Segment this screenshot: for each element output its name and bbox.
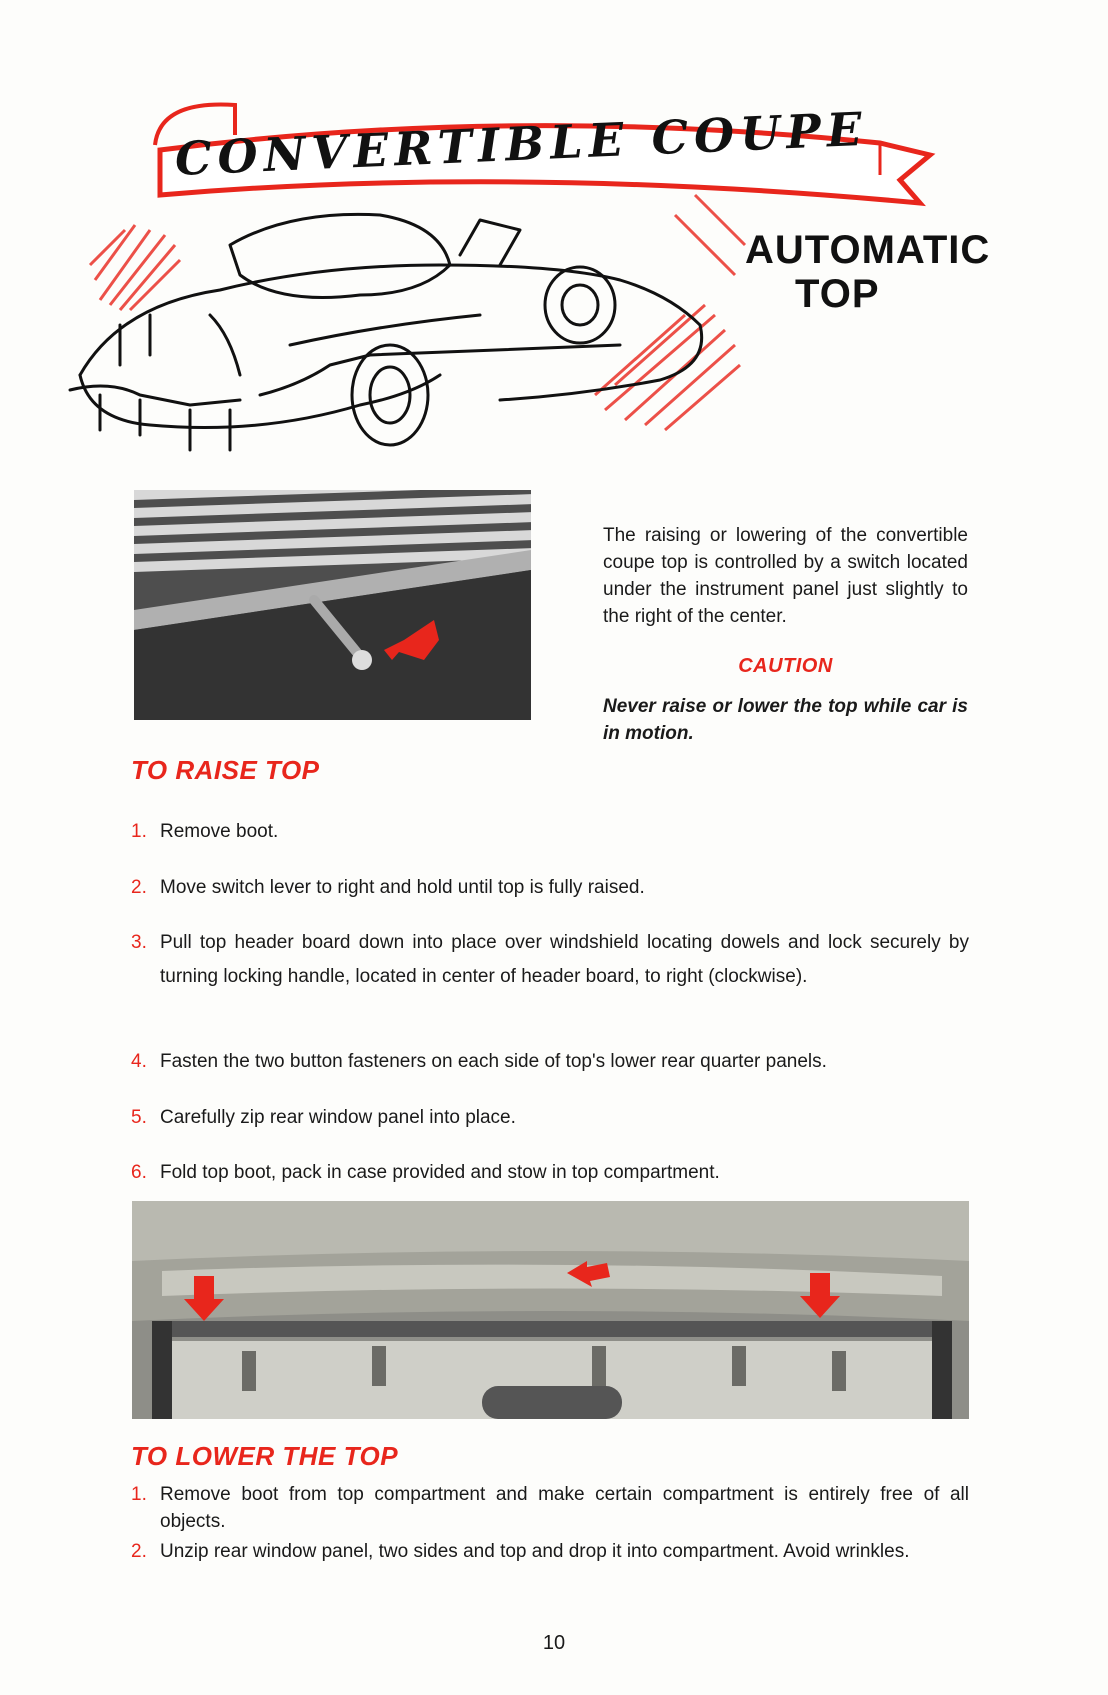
raise-top-heading: TO RAISE TOP	[131, 755, 320, 785]
subtitle-automatic: AUTOMATIC	[745, 228, 991, 272]
raise-step-6: 6. Fold top boot, pack in case provided and stow in top compartment.	[131, 1162, 720, 1183]
caution-text: Never raise or lower the top while car is in motion.	[603, 696, 968, 744]
raise-step-1: 1. Remove boot.	[131, 821, 279, 842]
convertible-car-illustration	[60, 205, 820, 485]
caution-heading: CAUTION	[738, 655, 833, 677]
banner-title: CONVERTIBLE COUPE	[173, 101, 869, 186]
header-board-photo	[132, 1201, 969, 1419]
lower-step-2: 2. Unzip rear window panel, two sides and top and drop it into compartment. Avoid wrinkles.	[131, 1541, 910, 1562]
raise-step-4: 4. Fasten the two button fasteners on each side of top's lower rear quarter panels.	[131, 1051, 827, 1072]
subtitle-top: TOP	[795, 272, 880, 316]
raise-step-3: 3. Pull top header board down into place over windshield locating dowels and lock securely by turning locking handle, located in center of header board, to right (clockwise).	[131, 932, 969, 987]
intro-paragraph: The raising or lowering of the convertible coupe top is controlled by a switch located under the instrument panel just slightly to the right of the center.	[603, 525, 968, 627]
lower-top-heading: TO LOWER THE TOP	[131, 1441, 399, 1471]
switch-location-photo	[134, 490, 531, 720]
page-number: 10	[542, 1632, 566, 1654]
lower-step-1: 1. Remove boot from top compartment and make certain compartment is entirely free of all objects.	[131, 1484, 969, 1532]
raise-step-2: 2. Move switch lever to right and hold until top is fully raised.	[131, 877, 645, 898]
raise-step-5: 5. Carefully zip rear window panel into place.	[131, 1107, 516, 1128]
